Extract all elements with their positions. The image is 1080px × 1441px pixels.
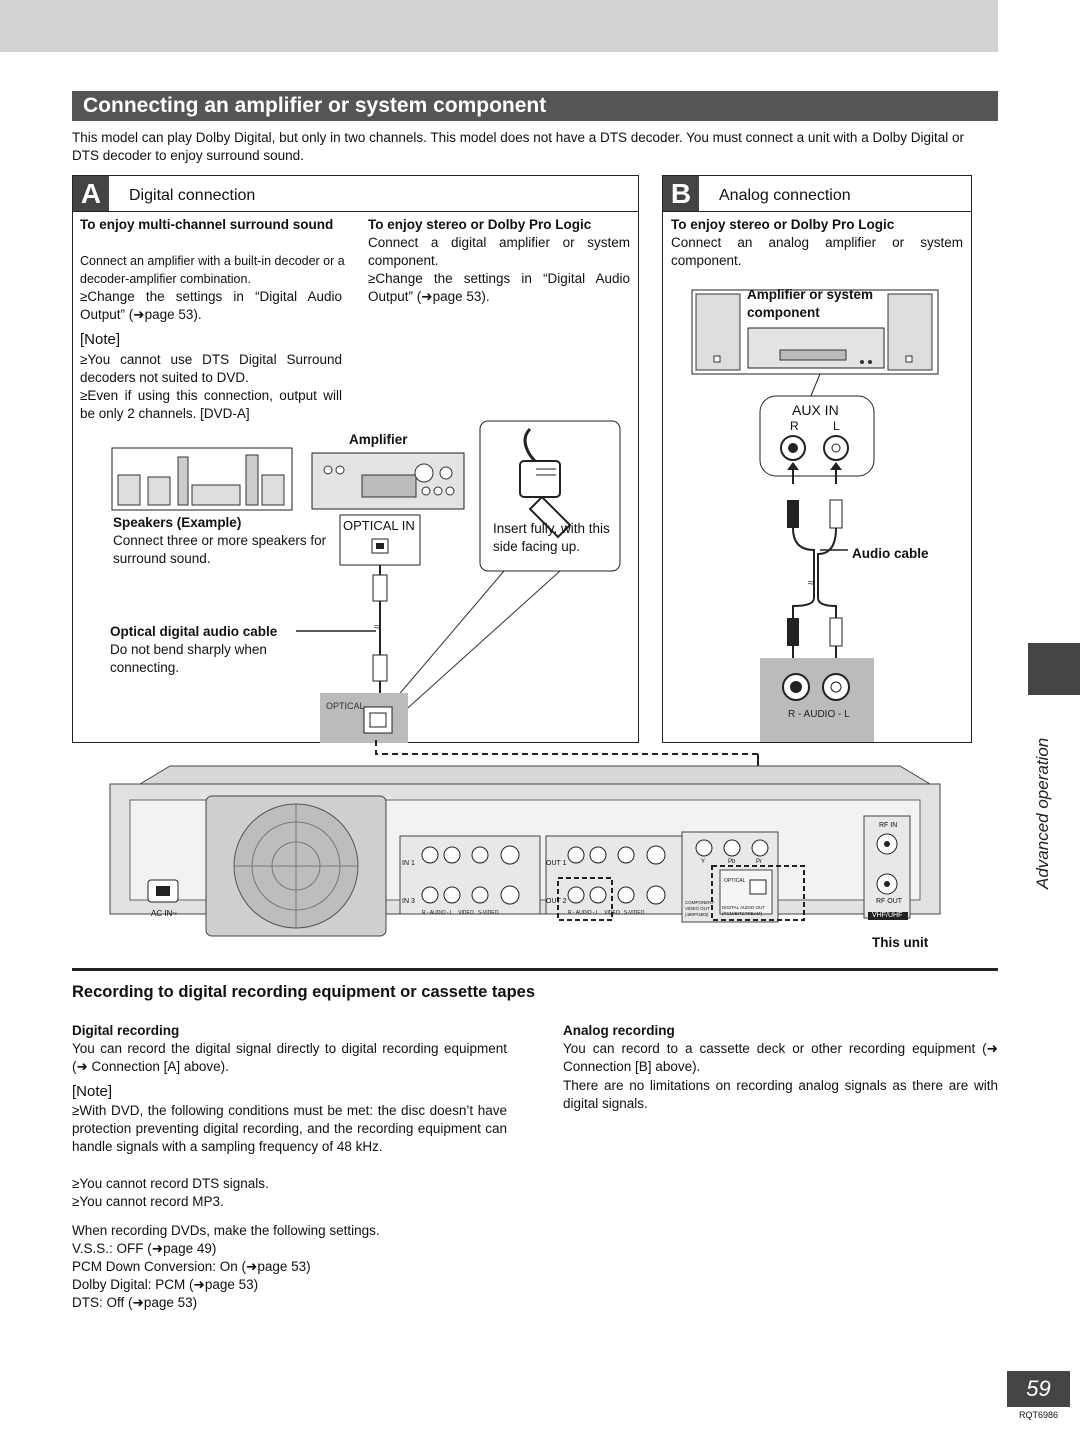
panel-a-col1-heading: To enjoy multi-channel surround sound (80, 217, 334, 232)
panel-b-divider (662, 211, 972, 212)
in3-label: IN 3 (402, 898, 415, 905)
pr-label: Pr (756, 859, 762, 865)
optical-jack-label: OPTICAL (326, 701, 365, 711)
panel-a-col2-bullet: ≥Change the settings in “Digital Audio Output” (➜page 53). (368, 271, 630, 304)
y-label: Y (701, 859, 706, 865)
speakers-text: Connect three or more speakers for surround sound. (113, 533, 327, 566)
panel-b-title: Analog connection (719, 187, 851, 204)
doc-code: RQT6986 (1018, 1410, 1059, 1420)
rf-in-label: RF IN (879, 822, 898, 829)
component-label: Amplifier or system component (747, 287, 874, 320)
panel-a-col1-bullet: ≥Change the settings in “Digital Audio Output” (➜page 53). (80, 289, 342, 322)
side-label (1004, 705, 1070, 895)
amplifier-label: Amplifier (349, 432, 408, 447)
unit-rear-panel (100, 740, 960, 945)
panel-a-divider (72, 211, 639, 212)
side-tab (1028, 643, 1080, 695)
panel-a-note-bullet-1-text: You cannot use DTS Digital Surround decoders not suited to DVD. (80, 352, 342, 385)
digital-recording-text: You can record the digital signal directly to digital recording equipment (➜ Connection [A] above). (72, 1041, 507, 1074)
panel-b-letter: B (663, 176, 699, 212)
optical-in-label: OPTICAL IN (343, 518, 415, 533)
digital-recording-heading: Digital recording (72, 1023, 180, 1038)
section-rule (72, 968, 998, 971)
aux-r-label: R (790, 419, 799, 433)
side-label-text: Advanced operation (1033, 737, 1052, 889)
recording-note-2: ≥You cannot record DTS signals. (72, 1176, 269, 1191)
out1-label: OUT 1 (546, 860, 567, 867)
audio-jacks-label: R - AUDIO - L (788, 709, 850, 720)
this-unit-label: This unit (872, 935, 929, 950)
rf-out-label: RF OUT (876, 898, 903, 905)
vhf-uhf-label: VHF/UHF (872, 912, 903, 919)
recording-note-1: ≥With DVD, the following conditions must be met: the disc doesn’t have protection preventing digital recording, and the recording equipment can handle signals with a sampling frequency of 48 kHz. (72, 1103, 507, 1154)
recording-note-2-text: You cannot record DTS signals. (79, 1176, 269, 1191)
digital-out-label: DIGITAL AUDIO OUT (PCM/BITSTREAM) (722, 905, 765, 916)
panel-b-heading: To enjoy stereo or Dolby Pro Logic (671, 217, 895, 232)
panel-a-letter: A (73, 176, 109, 212)
intro-text: This model can play Dolby Digital, but only in two channels. This model does not have a DTS decoder. You must connect a unit with a Dolby Digital or DTS decoder to enjoy surround sound. (72, 130, 964, 163)
audio-cable-label: Audio cable (852, 546, 929, 561)
insert-fully-text: Insert fully, with this side facing up. (493, 521, 610, 554)
panel-a-note-bullet-2-text: Even if using this connection, output will be only 2 channels. [DVD-A] (80, 388, 342, 421)
setting-dts: DTS: Off (➜page 53) (72, 1295, 198, 1310)
out-jack-row-label: R - AUDIO - L VIDEO S-VIDEO (568, 910, 645, 916)
analog-recording-text-1: You can record to a cassette deck or other recording equipment (➜ Connection [B] above). (563, 1041, 998, 1074)
panel-a-note-bullet-1: ≥You cannot use DTS Digital Surround decoders not suited to DVD. (80, 352, 342, 385)
in1-label: IN 1 (402, 860, 415, 867)
ac-in-label: AC IN~ (151, 909, 178, 918)
setting-vss: V.S.S.: OFF (➜page 49) (72, 1241, 217, 1256)
recording-note-label: [Note] (72, 1083, 113, 1100)
setting-pcm: PCM Down Conversion: On (➜page 53) (72, 1259, 311, 1274)
optical-cable-label: Optical digital audio cable (110, 624, 278, 639)
out2-label: OUT 2 (546, 898, 567, 905)
recording-title: Recording to digital recording equipment or cassette tapes (72, 983, 535, 1001)
speakers-label: Speakers (Example) (113, 515, 242, 530)
aux-in-label: AUX IN (792, 402, 839, 418)
panel-a-note-bullet-2: ≥Even if using this connection, output will be only 2 channels. [DVD-A] (80, 388, 342, 421)
aux-l-label: L (833, 419, 840, 433)
panel-b-text: Connect an analog amplifier or system component. (671, 235, 963, 268)
in-jack-row-label: R - AUDIO - L VIDEO S-VIDEO (422, 910, 499, 916)
page-number: 59 (1007, 1371, 1070, 1407)
svg-text:≈: ≈ (374, 622, 380, 633)
panel-a-col2-bullet-text: Change the settings in “Digital Audio Output” (➜page 53). (368, 271, 630, 304)
panel-a-col1-bullet-text: Change the settings in “Digital Audio Output” (➜page 53). (80, 289, 342, 322)
pb-label: Pb (728, 859, 736, 865)
unit-optical-label: OPTICAL (724, 878, 746, 884)
panel-a-col2-heading: To enjoy stereo or Dolby Pro Logic (368, 217, 592, 232)
analog-recording-text-2: There are no limitations on recording analog signals as there are with digital signals. (563, 1078, 998, 1111)
panel-a-title: Digital connection (129, 187, 256, 204)
recording-note-3-text: You cannot record MP3. (79, 1194, 224, 1209)
panel-a-col2-text: Connect a digital amplifier or system component. (368, 235, 630, 268)
optical-cable-text: Do not bend sharply when connecting. (110, 642, 267, 675)
recording-note-3: ≥You cannot record MP3. (72, 1194, 224, 1209)
svg-text:≈: ≈ (808, 578, 814, 589)
panel-a-col1-text: Connect an amplifier with a built-in decoder or a decoder-amplifier combination. (80, 254, 345, 286)
settings-intro: When recording DVDs, make the following settings. (72, 1223, 380, 1238)
component-out-label: COMPONENT VIDEO OUT (480P/480I) (685, 900, 715, 917)
analog-recording-heading: Analog recording (563, 1023, 675, 1038)
panel-a-diagram (100, 415, 630, 745)
section-title: Connecting an amplifier or system component (72, 91, 998, 121)
panel-b-diagram (690, 288, 960, 743)
recording-note-1-text: With DVD, the following conditions must be met: the disc doesn’t have protection preventing digital recording, and the recording equipment can handle signals with a sampling frequency of 48 kHz. (72, 1103, 507, 1154)
setting-dolby: Dolby Digital: PCM (➜page 53) (72, 1277, 259, 1292)
panel-a-note-label: [Note] (80, 331, 121, 348)
top-header-bar (0, 0, 998, 52)
